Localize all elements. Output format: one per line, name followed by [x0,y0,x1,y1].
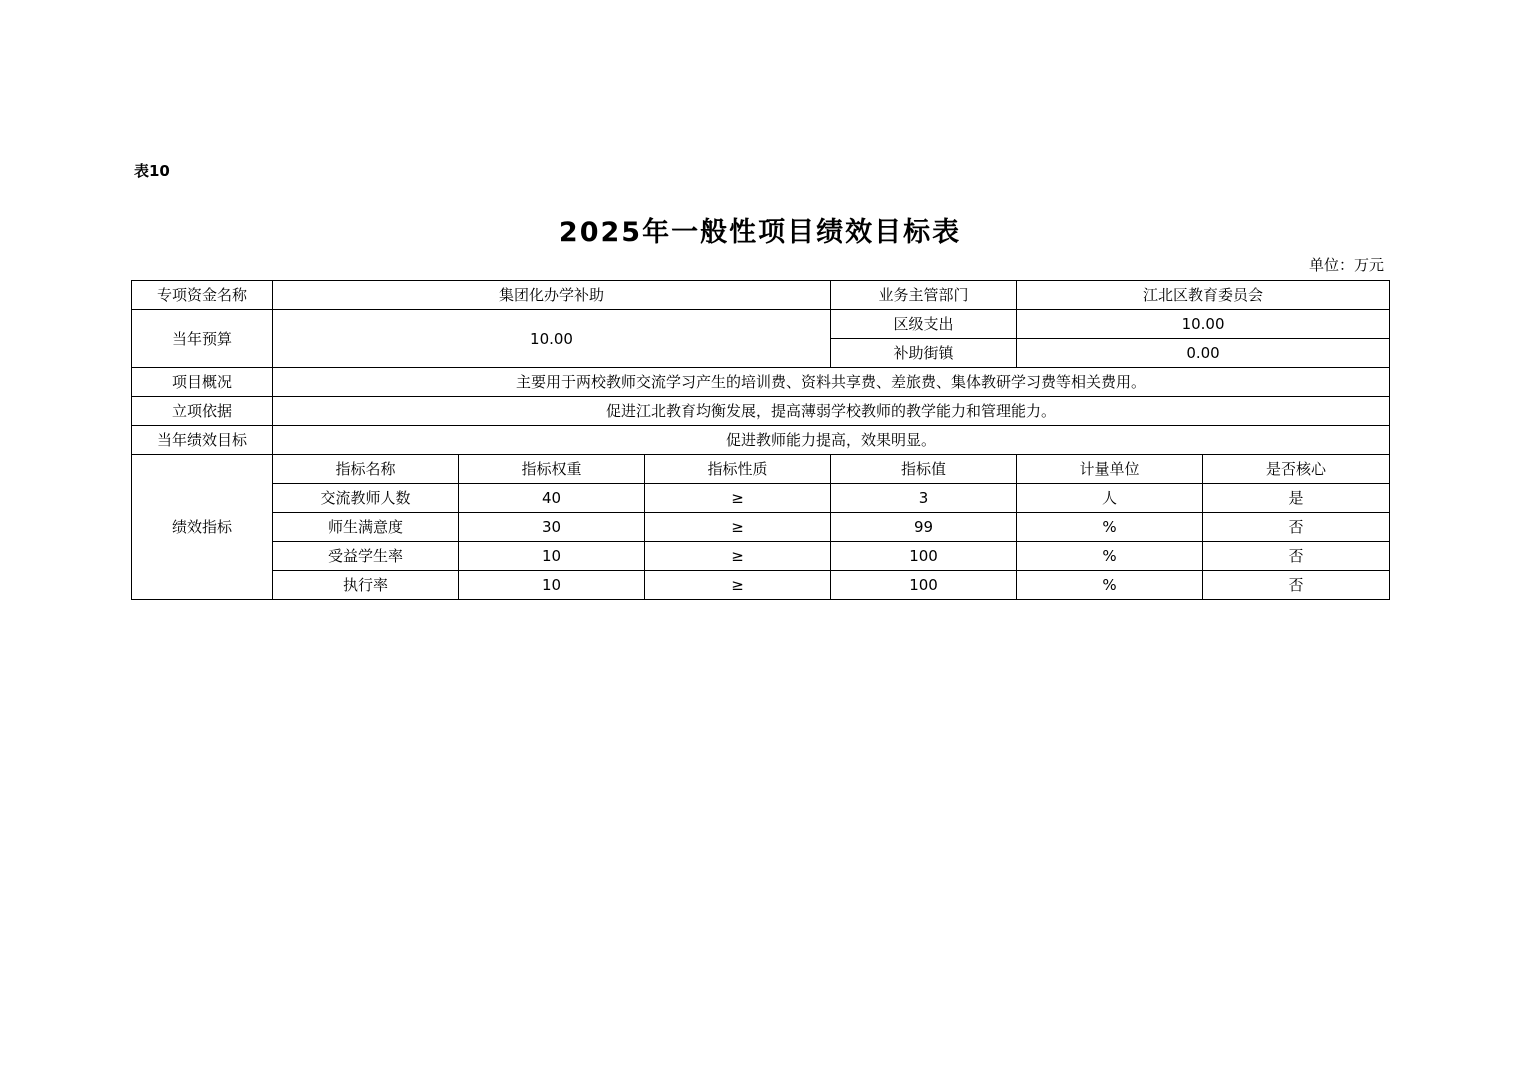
indicator-row [132,513,1390,542]
indicator-row [132,542,1390,571]
column-header: 是否核心 [1203,455,1390,484]
indicator-name: 受益学生率 [273,542,459,571]
indicator-weight: 10 [459,542,645,571]
indicator-value: 100 [831,571,1017,600]
indicator-weight: 10 [459,571,645,600]
unit-note: 单位：万元 [1308,256,1384,274]
indicator-core: 否 [1203,571,1390,600]
goal-value: 促进教师能力提高，效果明显。 [273,426,1390,455]
table-row [132,426,1390,455]
indicator-nature: ≥ [645,513,831,542]
indicator-core: 是 [1203,484,1390,513]
dept-value: 江北区教育委员会 [1017,281,1390,310]
indicator-name: 执行率 [273,571,459,600]
indicator-nature: ≥ [645,484,831,513]
indicator-weight: 30 [459,513,645,542]
indicator-nature: ≥ [645,571,831,600]
district-label: 区级支出 [831,310,1017,339]
subsidy-label: 补助街镇 [831,339,1017,368]
budget-value: 10.00 [273,310,831,368]
indicator-name: 师生满意度 [273,513,459,542]
goal-label: 当年绩效目标 [132,426,273,455]
table-number: 表10 [134,162,170,180]
basis-value: 促进江北教育均衡发展，提高薄弱学校教师的教学能力和管理能力。 [273,397,1390,426]
indicator-name: 交流教师人数 [273,484,459,513]
indicator-unit: % [1017,571,1203,600]
indicator-header-row [132,455,1390,484]
indicator-nature: ≥ [645,542,831,571]
indicator-core: 否 [1203,513,1390,542]
table-row [132,281,1390,310]
overview-label: 项目概况 [132,368,273,397]
table-row [132,368,1390,397]
basis-label: 立项依据 [132,397,273,426]
indicator-unit: 人 [1017,484,1203,513]
indicator-row [132,571,1390,600]
column-header: 计量单位 [1017,455,1203,484]
column-header: 指标性质 [645,455,831,484]
indicator-unit: % [1017,513,1203,542]
indicators-label: 绩效指标 [132,455,273,600]
indicator-core: 否 [1203,542,1390,571]
indicator-value: 99 [831,513,1017,542]
indicator-weight: 40 [459,484,645,513]
column-header: 指标权重 [459,455,645,484]
performance-table [131,280,1390,600]
column-header: 指标名称 [273,455,459,484]
indicator-value: 3 [831,484,1017,513]
fund-name-value: 集团化办学补助 [273,281,831,310]
indicator-value: 100 [831,542,1017,571]
overview-value: 主要用于两校教师交流学习产生的培训费、资料共享费、差旅费、集体教研学习费等相关费用。 [273,368,1390,397]
subsidy-value: 0.00 [1017,339,1390,368]
dept-label: 业务主管部门 [831,281,1017,310]
table-row [132,310,1390,339]
page-title: 2025年一般性项目绩效目标表 [558,217,962,248]
table-row [132,397,1390,426]
column-header: 指标值 [831,455,1017,484]
fund-name-label: 专项资金名称 [132,281,273,310]
indicator-unit: % [1017,542,1203,571]
district-value: 10.00 [1017,310,1390,339]
budget-label: 当年预算 [132,310,273,368]
indicator-row [132,484,1390,513]
